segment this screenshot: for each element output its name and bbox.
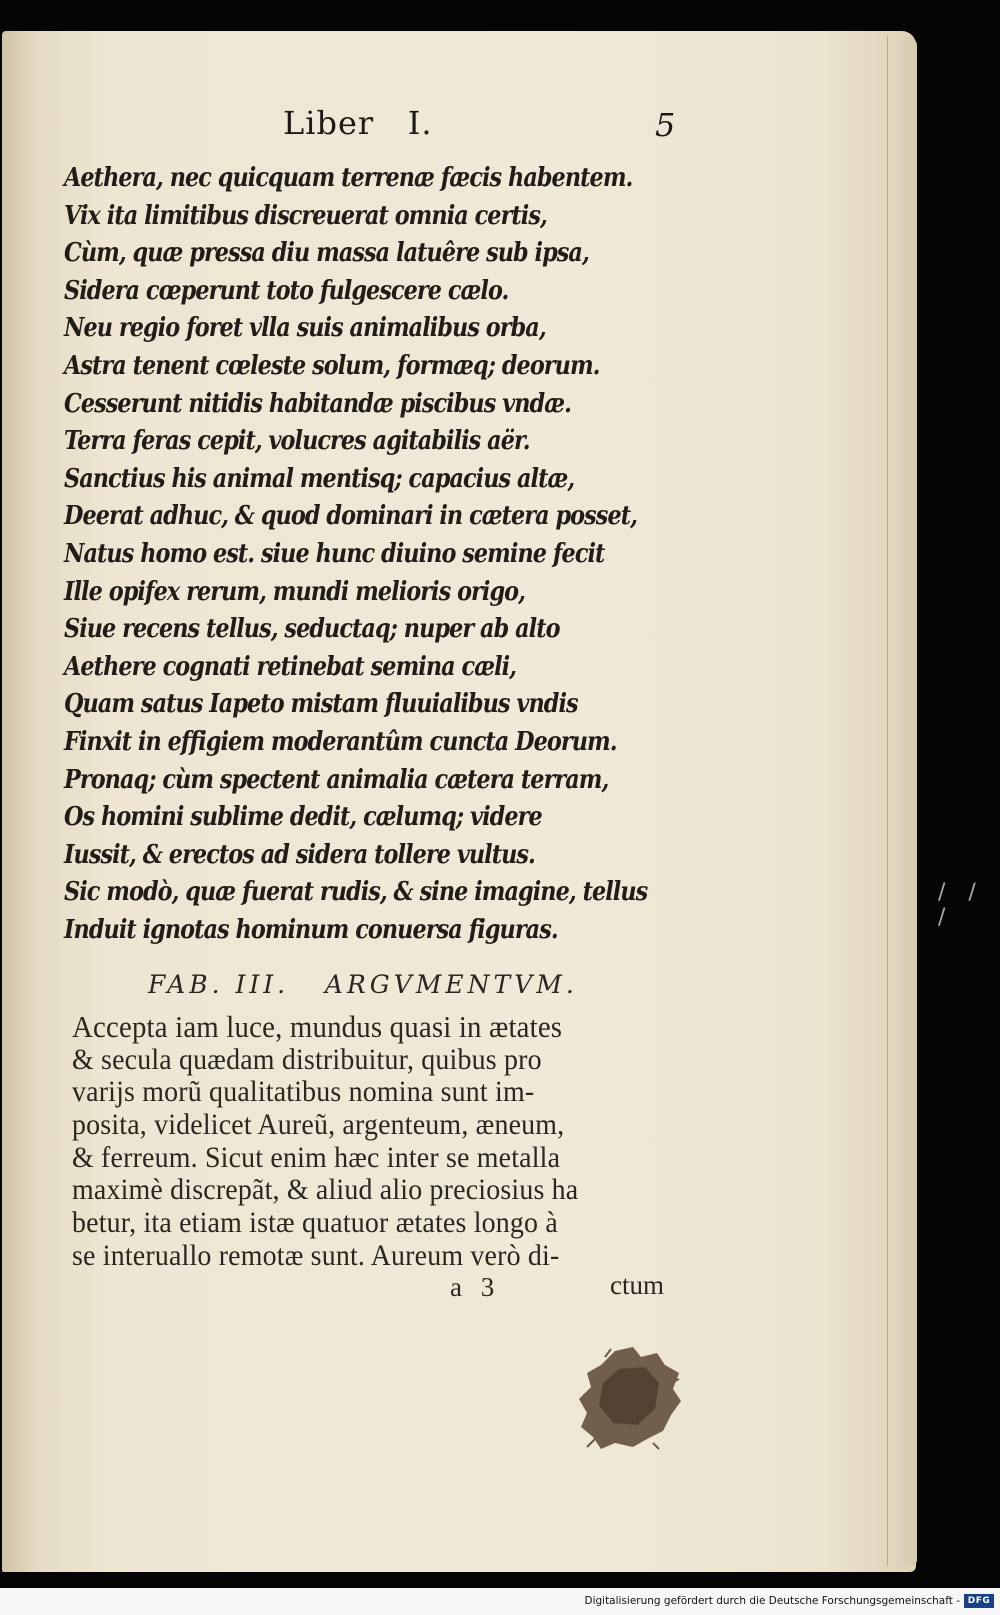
verse-line: Finxit in effigiem moderantûm cuncta Deorum. — [64, 726, 617, 757]
argument-line: posita, videlicet Aureũ, argenteum, æneum, — [72, 1108, 565, 1142]
argument-line: betur, ita etiam istæ quatuor ætates longo à — [72, 1206, 558, 1240]
verse-line: Induit ignotas hominum conuersa figuras. — [64, 914, 558, 945]
verse-line: Natus homo est. siue hunc diuino semine fecit — [64, 538, 605, 569]
funding-credit: Digitalisierung gefördert durch die Deutsche Forschungsgemeinschaft - — [584, 1595, 960, 1607]
verse-line: Iussit, & erectos ad sidera tollere vultus. — [64, 839, 535, 870]
running-head-title: Liber I. — [283, 104, 433, 142]
argument-line: se interuallo remotæ sunt. Aureum verò di- — [72, 1238, 560, 1272]
catchword: ctum — [610, 1270, 664, 1300]
verse-block — [64, 160, 742, 949]
verse-line: Ille opifex rerum, mundi melioris origo, — [64, 576, 525, 607]
argument-paragraph — [72, 1011, 692, 1273]
verse-line: Os homini sublime dedit, cælumq; videre — [64, 802, 542, 833]
verse-line: Neu regio foret vlla suis animalibus orba, — [64, 313, 546, 344]
argument-line: varijs morũ qualitatibus nomina sunt im- — [72, 1075, 535, 1109]
verse-line: Quam satus Iapeto mistam fluuialibus vndis — [64, 689, 578, 720]
verse-line: Deerat adhuc, & quod dominari in cætera posset, — [64, 501, 637, 532]
dfg-logo: DFG — [964, 1594, 994, 1608]
paper-stain — [575, 1343, 685, 1453]
argument-line: & ferreum. Sicut enim hæc inter se metalla — [72, 1140, 561, 1174]
verse-line: Astra tenent cœleste solum, formæq; deorum. — [64, 350, 600, 381]
page-number: 5 — [655, 106, 676, 144]
verse-line: Aethere cognati retinebat semina cæli, — [64, 651, 517, 682]
verse-line: Sidera cœperunt toto fulgescere cælo. — [64, 275, 509, 306]
verse-line: Siue recens tellus, seductaq; nuper ab alto — [64, 614, 560, 645]
page-fore-edge — [887, 36, 917, 1566]
margin-bleed-marks: / / / — [938, 880, 984, 930]
argument-line: maximè discrepãt, & aliud alio preciosius ha — [72, 1173, 579, 1207]
verse-line: Cesserunt nitidis habitandæ piscibus vndæ. — [64, 388, 571, 419]
running-head — [0, 104, 900, 154]
argument-line: & secula quædam distribuitur, quibus pro — [72, 1042, 542, 1076]
verse-line: Vix ita limitibus discreuerat omnia certis, — [64, 200, 547, 231]
signature-mark: a 3 — [450, 1272, 495, 1302]
verse-line: Sic modò, quæ fuerat rudis, & sine imagine, tellus — [64, 877, 648, 908]
fable-heading: FAB. III. ARGVMENTVM. — [148, 970, 578, 999]
verse-line: Cùm, quæ pressa diu massa latuêre sub ipsa, — [64, 238, 589, 269]
argument-line: Accepta iam luce, mundus quasi in ætates — [72, 1009, 563, 1044]
verse-line: Sanctius his animal mentisq; capacius altæ, — [64, 463, 575, 494]
verse-line: Aethera, nec quicquam terrenæ fæcis habentem. — [64, 163, 633, 193]
digitization-footer — [0, 1588, 1000, 1615]
verse-line: Terra feras cepit, volucres agitabilis aër. — [64, 426, 530, 457]
verse-line: Pronaq; cùm spectent animalia cætera terram, — [64, 764, 609, 795]
